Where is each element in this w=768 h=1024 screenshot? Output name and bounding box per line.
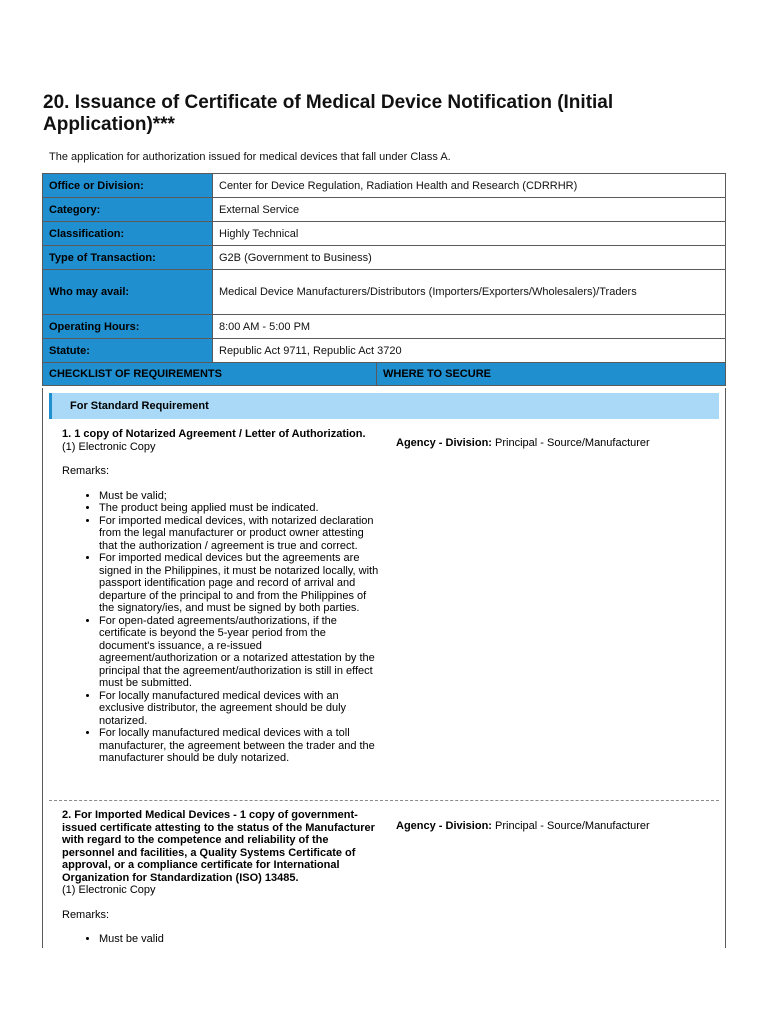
- standard-requirement-label: For Standard Requirement: [70, 400, 209, 412]
- info-value: Center for Device Regulation, Radiation Health and Research (CDRRHR): [213, 174, 726, 198]
- remarks-label: Remarks:: [62, 908, 110, 921]
- info-row-office: [43, 174, 726, 198]
- info-row-classification: [43, 222, 726, 246]
- remark-item: • For imported medical devices but the agreements are signed in the Philippines, it must be notarized locally, with passport identification page and record of arrival and departure of the principal to and from the Philippines of the signatory/ies, and must be signed by both parties.: [99, 552, 382, 615]
- info-label: Category:: [43, 198, 213, 222]
- service-info-table: [42, 173, 726, 386]
- info-row-category: [43, 198, 726, 222]
- requirement-copy: (1) Electronic Copy: [62, 440, 156, 453]
- info-label: Who may avail:: [43, 270, 213, 315]
- requirement-title: 2. For Imported Medical Devices - 1 copy of government-issued certificate attesting to the status of the Manufacturer with regard to the competence and reliability of the personnel and facilities, a Quality Systems Certificate of approval, or a compliance certificate for International Organization for Standardization (ISO) 13485.: [62, 809, 375, 884]
- info-value: Medical Device Manufacturers/Distributors (Importers/Exporters/Wholesalers)/Traders: [213, 270, 726, 315]
- info-row-hours: [43, 315, 726, 339]
- info-label: Statute:: [43, 339, 213, 363]
- remarks-label: Remarks:: [62, 465, 110, 477]
- intro-text: The application for authorization issued for medical devices that fall under Class A.: [49, 151, 451, 163]
- where-label: Agency - Division:: [396, 437, 492, 449]
- remark-item: • For locally manufactured medical devices with a toll manufacturer, the agreement between the trader and the manufacturer should be duly notarized.: [99, 727, 382, 765]
- requirements-section: [42, 388, 726, 948]
- where-value: Principal - Source/Manufacturer: [495, 437, 650, 449]
- standard-requirement-band: [49, 393, 719, 419]
- where-value: Principal - Source/Manufacturer: [495, 820, 650, 832]
- remarks-list: [62, 933, 382, 946]
- where-to-secure-2: [396, 820, 650, 832]
- requirement-item-1: [62, 428, 382, 765]
- remark-item: • For locally manufactured medical devices with an exclusive distributor, the agreement should be duly notarized.: [99, 690, 382, 728]
- requirement-title: 1. 1 copy of Notarized Agreement / Letter of Authorization.: [62, 428, 366, 440]
- remark-item: • For imported medical devices, with notarized declaration from the legal manufacturer or product owner attesting that the authorization / agreement is true and correct.: [99, 515, 382, 553]
- remark-item: • For open-dated agreements/authorizations, if the certificate is beyond the 5-year period from the document's issuance, a re-issued agreement/authorization or a notarized attestation by the principal that the agreement/authorization is still in effect must be submitted.: [99, 615, 382, 690]
- info-value: 8:00 AM - 5:00 PM: [213, 315, 726, 339]
- checklist-header-row: [43, 363, 726, 386]
- where-to-secure-1: [396, 437, 650, 449]
- info-label: Classification:: [43, 222, 213, 246]
- info-value: Republic Act 9711, Republic Act 3720: [213, 339, 726, 363]
- info-value: Highly Technical: [213, 222, 726, 246]
- where-label: Agency - Division:: [396, 820, 492, 832]
- info-label: Operating Hours:: [43, 315, 213, 339]
- remark-item: • Must be valid;: [99, 490, 382, 503]
- where-to-secure-header: WHERE TO SECURE: [377, 363, 726, 386]
- remarks-list: [62, 490, 382, 765]
- remark-item: • The product being applied must be indicated.: [99, 502, 382, 515]
- checklist-header: CHECKLIST OF REQUIREMENTS: [43, 363, 377, 386]
- page-title: 20. Issuance of Certificate of Medical Device Notification (Initial Application)***: [43, 92, 614, 135]
- remark-item: • Must be valid: [99, 933, 382, 946]
- info-row-transaction: [43, 246, 726, 270]
- info-value: G2B (Government to Business): [213, 246, 726, 270]
- info-row-statute: [43, 339, 726, 363]
- info-label: Type of Transaction:: [43, 246, 213, 270]
- requirement-item-2: [62, 809, 382, 946]
- info-label: Office or Division:: [43, 174, 213, 198]
- info-value: External Service: [213, 198, 726, 222]
- requirement-divider: [49, 800, 719, 801]
- info-row-who-may-avail: [43, 270, 726, 315]
- requirement-copy: (1) Electronic Copy: [62, 884, 156, 896]
